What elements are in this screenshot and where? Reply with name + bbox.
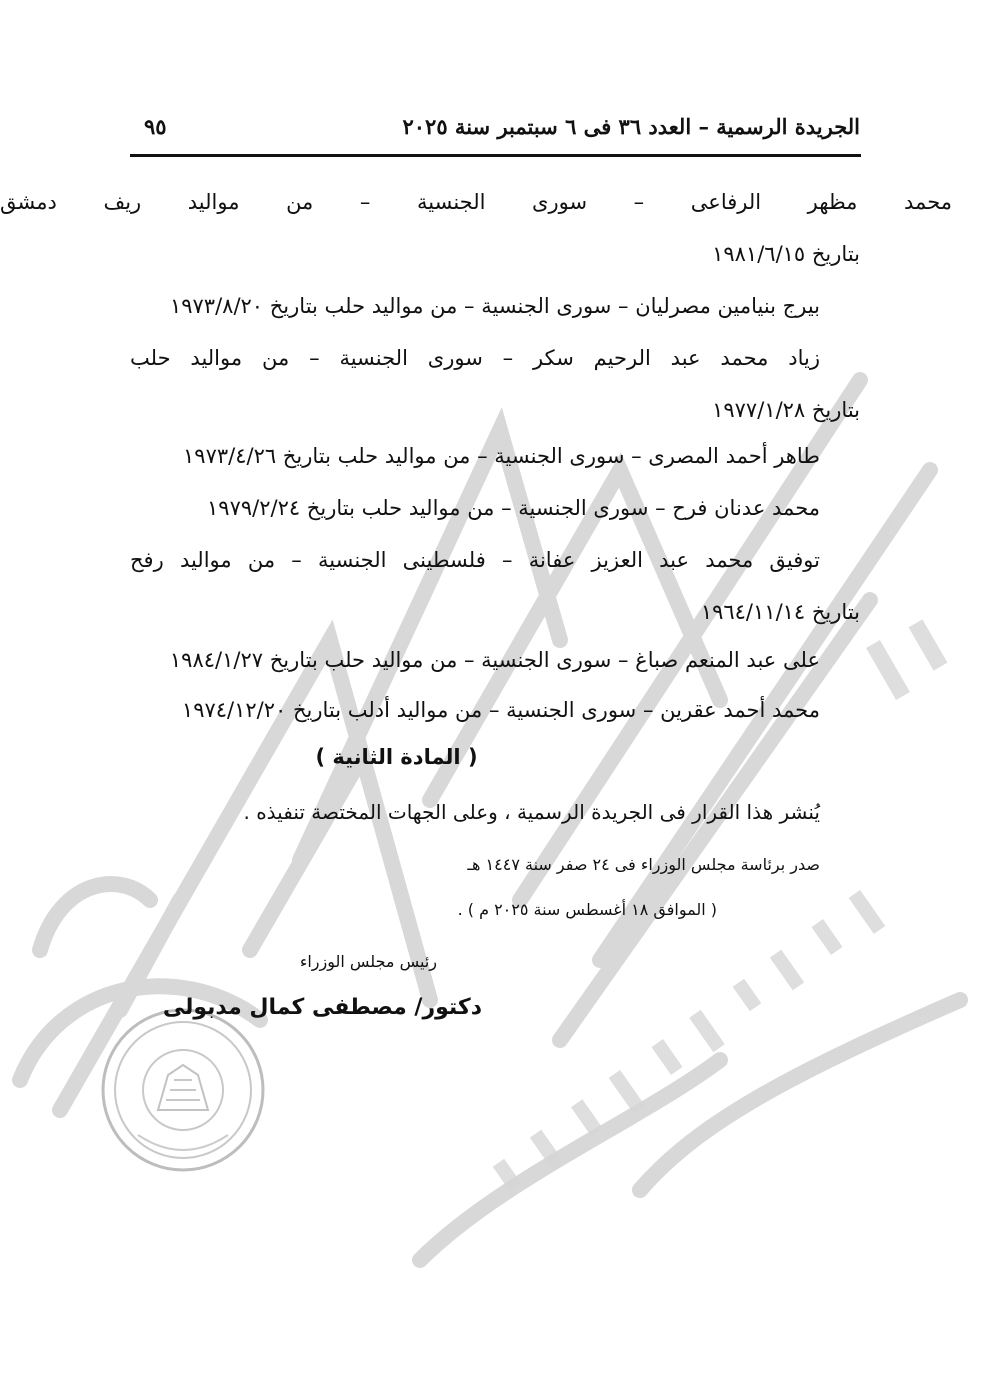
issuance-date-gregorian: ( الموافق ١٨ أغسطس سنة ٢٠٢٥ م ) . xyxy=(457,900,717,919)
signer-name: دكتور/ مصطفى كمال مدبولى xyxy=(162,995,482,1020)
entry-line: محمد مظهر الرفاعى – سورى الجنسية – من مواليد ريف دمشق xyxy=(0,190,952,214)
entry-line: بتاريخ ١٩٦٤/١١/١٤ xyxy=(700,600,860,624)
signer-title: رئيس مجلس الوزراء xyxy=(299,952,437,971)
entry-line: بتاريخ ١٩٨١/٦/١٥ xyxy=(712,242,860,266)
article-text: يُنشر هذا القرار فى الجريدة الرسمية ، وعلى الجهات المختصة تنفيذه . xyxy=(243,800,820,824)
article-heading: ( المادة الثانية ) xyxy=(315,745,478,769)
entry-line: على عبد المنعم صباغ – سورى الجنسية – من مواليد حلب بتاريخ ١٩٨٤/١/٢٧ xyxy=(169,648,820,672)
entry-line: بتاريخ ١٩٧٧/١/٢٨ xyxy=(712,398,860,422)
gazette-header-title: الجريدة الرسمية – العدد ٣٦ فى ٦ سبتمبر سنة ٢٠٢٥ xyxy=(402,114,860,139)
page-number: ٩٥ xyxy=(144,114,167,139)
entry-line: طاهر أحمد المصرى – سورى الجنسية – من مواليد حلب بتاريخ ١٩٧٣/٤/٢٦ xyxy=(183,444,820,468)
issuance-date-hijri: صدر برئاسة مجلس الوزراء فى ٢٤ صفر سنة ١٤٤٧ هـ xyxy=(467,855,820,874)
official-seal xyxy=(98,1005,268,1175)
entry-line: بيرج بنيامين مصرليان – سورى الجنسية – من مواليد حلب بتاريخ ١٩٧٣/٨/٢٠ xyxy=(169,294,820,318)
entry-line: محمد أحمد عقرين – سورى الجنسية – من مواليد أدلب بتاريخ ١٩٧٤/١٢/٢٠ xyxy=(181,698,820,722)
entry-line: محمد عدنان فرح – سورى الجنسية – من مواليد حلب بتاريخ ١٩٧٩/٢/٢٤ xyxy=(207,496,820,520)
header-divider xyxy=(130,154,861,157)
entry-line: توفيق محمد عبد العزيز عفانة – فلسطينى الجنسية – من مواليد رفح xyxy=(130,548,820,572)
page-header xyxy=(130,110,860,150)
entry-line: زياد محمد عبد الرحيم سكر – سورى الجنسية – من مواليد حلب xyxy=(130,346,820,370)
